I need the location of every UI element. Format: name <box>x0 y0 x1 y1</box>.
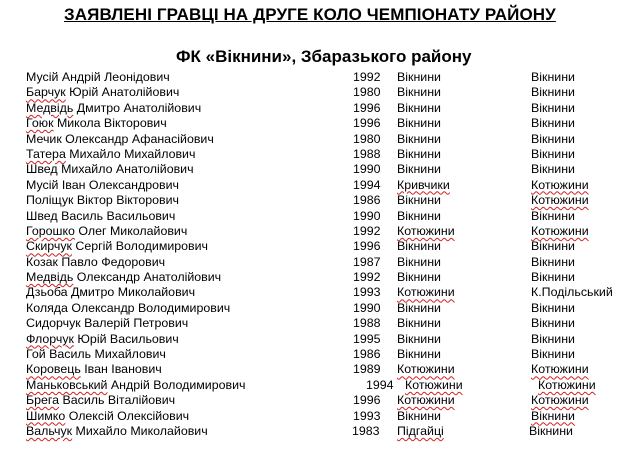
player-surname: Швед Василь Васильович <box>26 208 176 223</box>
player-name <box>26 132 214 147</box>
player-surname: Козак Павло Федорович <box>26 254 166 269</box>
player-given-names: Михайло Михайлович <box>65 146 196 161</box>
club-from: Котюжини <box>397 285 455 300</box>
player-given-names: Олександр Анатолійович <box>73 270 222 285</box>
player-name <box>26 316 188 331</box>
player-row <box>0 85 642 100</box>
player-name <box>26 393 175 408</box>
player-given-names: Андрій Володимирович <box>107 377 246 392</box>
player-name <box>26 285 195 300</box>
player-name <box>26 424 208 439</box>
birth-year: 1992 <box>353 223 381 238</box>
birth-year: 1996 <box>353 116 381 131</box>
birth-year: 1990 <box>353 300 381 315</box>
club-from: Вікнини <box>397 70 441 84</box>
player-name <box>26 162 194 177</box>
player-row <box>0 178 642 193</box>
player-surname: Дзьоба Дмитро Миколайович <box>26 285 196 300</box>
player-row <box>0 362 642 377</box>
player-row <box>0 316 642 331</box>
club-to: Вікнини <box>531 70 575 84</box>
player-row <box>0 378 642 393</box>
club-to: Вікнини <box>531 239 575 254</box>
club-from: Вікнини <box>397 347 441 362</box>
player-row <box>0 193 642 208</box>
birth-year: 1994 <box>366 377 394 392</box>
club-to: Котюжини <box>531 193 589 208</box>
club-from: Котюжини <box>405 377 463 392</box>
player-name <box>26 362 162 377</box>
club-to: Котюжини <box>538 377 596 392</box>
player-row <box>0 147 642 162</box>
birth-year: 1992 <box>353 270 381 285</box>
player-given-names: Микола Вікторович <box>53 116 167 131</box>
club-to: Вікнини <box>531 116 575 131</box>
club-to: Котюжини <box>531 393 589 408</box>
club-from: Вікнини <box>397 116 441 131</box>
club-from: Вікнини <box>397 254 441 269</box>
player-name <box>26 85 179 100</box>
club-from: Вікнини <box>397 131 441 146</box>
birth-year: 1986 <box>353 347 381 362</box>
player-row <box>0 132 642 147</box>
club-to: Вікнини <box>531 316 575 331</box>
birth-year: 1989 <box>353 362 381 377</box>
birth-year: 1995 <box>353 331 381 346</box>
club-from: Підгайці <box>397 423 444 438</box>
player-given-names: Михайло Миколайович <box>72 423 208 438</box>
player-row <box>0 162 642 177</box>
club-from: Вікнини <box>397 316 441 331</box>
player-surname: Горошко <box>26 223 75 238</box>
player-name <box>26 147 195 162</box>
player-surname: Поліщук Віктор Вікторович <box>26 193 179 208</box>
birth-year: 1986 <box>353 193 381 208</box>
player-name <box>26 378 245 393</box>
birth-year: 1980 <box>353 85 381 100</box>
player-row <box>0 209 642 224</box>
player-given-names: Олексій Олексійович <box>65 408 190 423</box>
club-from: Вікнини <box>397 162 441 177</box>
player-row <box>0 70 642 85</box>
club-to: Вікнини <box>531 331 575 346</box>
player-row <box>0 424 642 439</box>
club-from: Вікнини <box>397 146 441 161</box>
birth-year: 1994 <box>353 177 381 192</box>
club-from: Котюжини <box>397 393 455 408</box>
player-surname: Мусій Андрій Леонідович <box>26 70 170 84</box>
player-given-names: Юрій Васильович <box>73 331 179 346</box>
club-from: Вікнини <box>397 208 441 223</box>
player-surname: Сидорчук Валерій Петрович <box>26 316 189 331</box>
player-name <box>26 101 201 116</box>
club-from: Вікнини <box>397 331 441 346</box>
player-row <box>0 270 642 285</box>
player-row <box>0 301 642 316</box>
club-to: Вікнини <box>531 100 575 115</box>
player-surname: Маньковський <box>26 377 108 392</box>
player-surname: Шимко <box>26 408 66 423</box>
birth-year: 1992 <box>353 70 381 84</box>
player-list <box>0 70 642 439</box>
birth-year: 1988 <box>353 146 381 161</box>
player-name <box>26 178 179 193</box>
birth-year: 1980 <box>353 131 381 146</box>
club-to: Котюжини <box>531 177 589 192</box>
birth-year: 1996 <box>353 239 381 254</box>
player-row <box>0 255 642 270</box>
club-to: Котюжини <box>531 362 589 377</box>
document-title: ЗАЯВЛЕНІ ГРАВЦІ НА ДРУГЕ КОЛО ЧЕМПІОНАТУ РАЙОНУ <box>64 5 556 24</box>
player-name <box>26 209 175 224</box>
birth-year: 1988 <box>353 316 381 331</box>
player-given-names: Юрій Анатолійович <box>65 85 180 100</box>
player-given-names: Олег Миколайович <box>74 223 188 238</box>
player-surname: Брега <box>26 393 60 408</box>
player-name <box>26 332 179 347</box>
club-to: Вікнини <box>531 85 575 100</box>
club-to: Вікнини <box>531 300 575 315</box>
birth-year: 1990 <box>353 162 381 177</box>
club-from: Котюжини <box>397 223 455 238</box>
birth-year: 1983 <box>352 423 380 438</box>
club-from: Вікнини <box>397 100 441 115</box>
player-surname: Гой Василь Михайлович <box>26 347 166 362</box>
player-surname: Гоюк <box>26 116 54 131</box>
player-row <box>0 332 642 347</box>
birth-year: 1996 <box>353 393 381 408</box>
player-row <box>0 285 642 300</box>
birth-year: 1996 <box>353 100 381 115</box>
player-row <box>0 347 642 362</box>
club-from: Вікнини <box>397 239 441 254</box>
club-from: Вікнини <box>397 85 441 100</box>
player-surname: Скирчук <box>26 239 72 254</box>
club-to: Вікнини <box>531 408 575 423</box>
player-surname: Вальчук <box>26 423 73 438</box>
birth-year: 1993 <box>353 408 381 423</box>
club-to: К.Подільський <box>531 285 613 300</box>
player-surname: Медвідь <box>26 270 74 285</box>
club-from: Кривчики <box>397 177 450 192</box>
player-surname: Флорчук <box>26 331 74 346</box>
player-name <box>26 193 179 208</box>
player-name <box>26 409 189 424</box>
player-surname: Мусій Іван Олександрович <box>26 177 179 192</box>
club-to: Вікнини <box>529 423 573 438</box>
club-to: Вікнини <box>531 270 575 285</box>
club-to: Котюжини <box>531 223 589 238</box>
club-from: Котюжини <box>397 362 455 377</box>
player-surname: Татера <box>26 146 66 161</box>
birth-year: 1990 <box>353 208 381 223</box>
player-name <box>26 270 221 285</box>
club-to: Вікнини <box>531 162 575 177</box>
player-given-names: Іван Іванович <box>80 362 162 377</box>
team-subtitle: ФК «Вікнини», Збаразького району <box>176 47 472 66</box>
player-row <box>0 409 642 424</box>
player-name <box>26 224 187 239</box>
club-to: Вікнини <box>531 347 575 362</box>
club-to: Вікнини <box>531 208 575 223</box>
club-from: Вікнини <box>397 270 441 285</box>
club-to: Вікнини <box>531 254 575 269</box>
player-row <box>0 224 642 239</box>
player-given-names: Сергій Володимирович <box>71 239 208 254</box>
player-surname: Барчук <box>26 85 66 100</box>
player-name <box>26 301 230 316</box>
player-row <box>0 101 642 116</box>
player-name <box>26 116 167 131</box>
player-surname: Медвідь <box>26 100 74 115</box>
player-row <box>0 116 642 131</box>
player-surname: Швед Михайло Анатолійович <box>26 162 194 177</box>
player-given-names: Василь Віталійович <box>59 393 176 408</box>
player-surname: Коровець <box>26 362 81 377</box>
player-name <box>26 239 208 254</box>
club-from: Вікнини <box>397 408 441 423</box>
player-name <box>26 255 165 270</box>
player-name <box>26 347 166 362</box>
club-to: Вікнини <box>531 146 575 161</box>
club-from: Вікнини <box>397 193 441 208</box>
player-surname: Мечик Олександр Афанасійович <box>26 131 214 146</box>
club-to: Вікнини <box>531 131 575 146</box>
player-surname: Коляда Олександр Володимирович <box>26 300 231 315</box>
birth-year: 1987 <box>353 254 381 269</box>
player-row <box>0 239 642 254</box>
player-name <box>26 70 170 85</box>
club-from: Вікнини <box>397 300 441 315</box>
birth-year: 1993 <box>353 285 381 300</box>
player-row <box>0 393 642 408</box>
player-given-names: Дмитро Анатолійович <box>73 100 202 115</box>
